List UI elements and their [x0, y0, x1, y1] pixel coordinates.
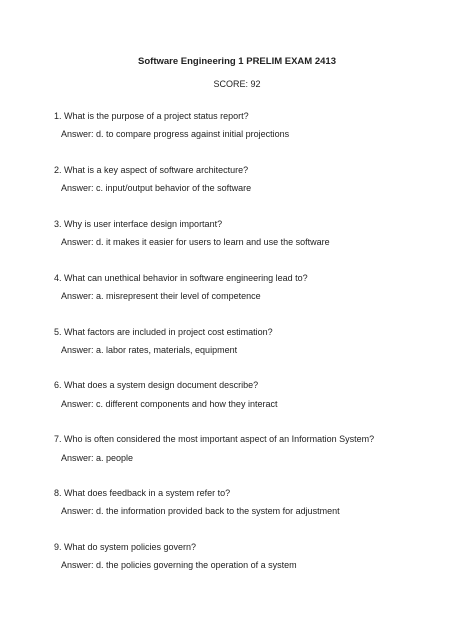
question-4: 4. What can unethical behavior in software engineering lead to? [54, 273, 308, 283]
score-text: SCORE: 92 [213, 79, 261, 89]
question-7: 7. Who is often considered the most important aspect of an Information System? [54, 434, 375, 444]
answer-3: Answer: d. it makes it easier for users to learn and use the software [61, 237, 330, 247]
question-8: 8. What does feedback in a system refer to? [54, 488, 231, 498]
answer-5: Answer: a. labor rates, materials, equipment [61, 345, 238, 355]
answer-9: Answer: d. the policies governing the operation of a system [61, 560, 297, 570]
question-6: 6. What does a system design document describe? [54, 380, 259, 390]
answer-7: Answer: a. people [61, 453, 134, 463]
answer-6: Answer: c. different components and how they interact [61, 399, 278, 409]
question-9: 9. What do system policies govern? [54, 542, 197, 552]
document-title: Software Engineering 1 PRELIM EXAM 2413 [138, 56, 336, 67]
question-1: 1. What is the purpose of a project status report? [54, 111, 249, 121]
question-3: 3. Why is user interface design important? [54, 219, 223, 229]
answer-4: Answer: a. misrepresent their level of competence [61, 291, 261, 301]
answer-2: Answer: c. input/output behavior of the software [61, 183, 252, 193]
answer-8: Answer: d. the information provided back to the system for adjustment [61, 506, 340, 516]
answer-1: Answer: d. to compare progress against initial projections [61, 129, 290, 139]
question-5: 5. What factors are included in project cost estimation? [54, 327, 273, 337]
question-2: 2. What is a key aspect of software architecture? [54, 165, 249, 175]
